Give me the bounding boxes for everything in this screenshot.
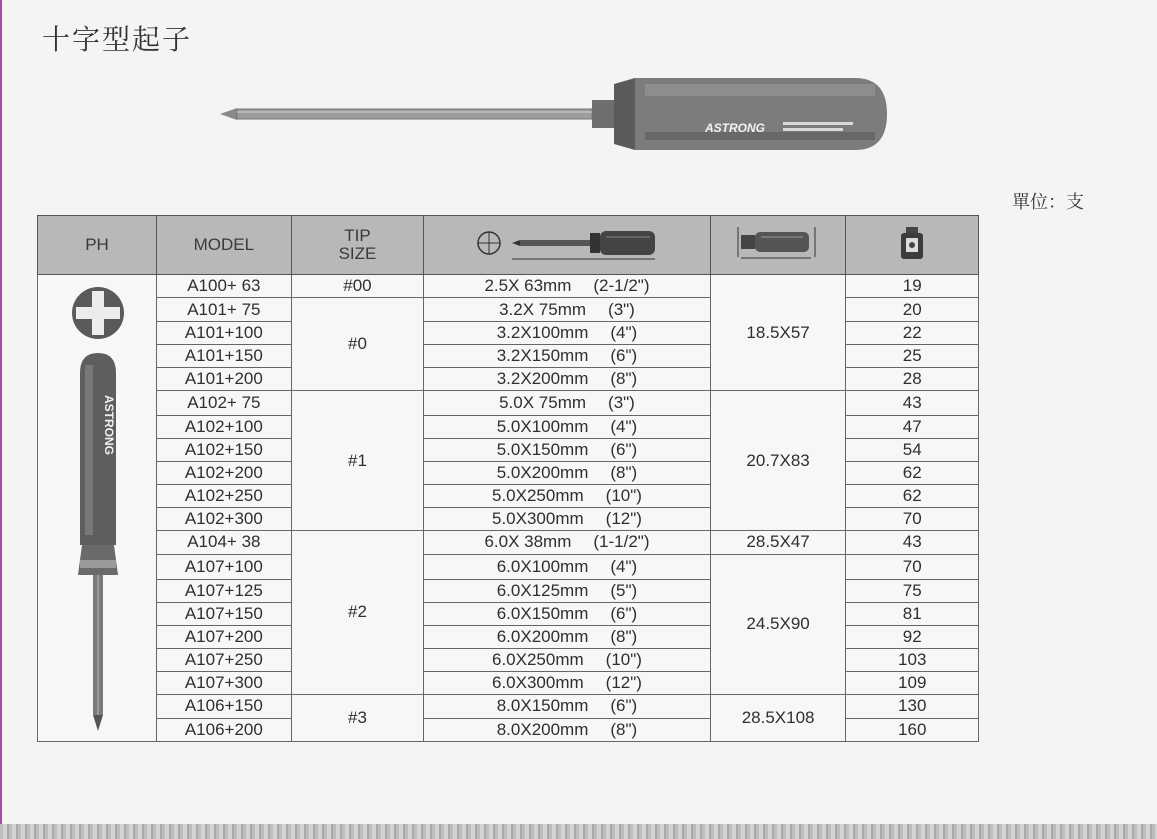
cell-model: A102+250 xyxy=(157,484,292,507)
cell-spec xyxy=(424,368,711,391)
ph-illustration xyxy=(38,275,156,735)
screwdriver-vertical-icon xyxy=(78,353,118,731)
cell-model: A107+200 xyxy=(157,625,292,648)
table-header-row xyxy=(38,216,979,275)
spec-mm: 6.0X250mm xyxy=(491,649,584,669)
cell-qty: 43 xyxy=(846,530,979,554)
spec-inch: (8") xyxy=(610,462,638,482)
cell-qty: 62 xyxy=(846,484,979,507)
cell-model: A102+ 75 xyxy=(157,391,292,415)
cell-tip-size: #3 xyxy=(291,694,424,741)
spec-mm: 5.0X150mm xyxy=(496,439,589,459)
spec-inch: (1-1/2") xyxy=(593,532,650,552)
cell-spec xyxy=(424,484,711,507)
spec-mm: 8.0X200mm xyxy=(496,720,589,739)
spec-inch: (6") xyxy=(610,439,638,459)
col-header-model: MODEL xyxy=(157,216,292,275)
spec-mm: 5.0X100mm xyxy=(496,416,589,436)
tip-header-line2: SIZE xyxy=(338,244,377,263)
cell-qty: 62 xyxy=(846,461,979,484)
cell-qty: 22 xyxy=(846,322,979,345)
spec-inch: (3") xyxy=(608,393,635,413)
cell-model: A107+125 xyxy=(157,579,292,602)
ph-illustration-cell xyxy=(38,275,157,742)
spec-inch: (3") xyxy=(608,299,635,319)
table-row xyxy=(38,694,979,718)
spec-inch: (8") xyxy=(610,720,638,739)
cell-qty: 43 xyxy=(846,391,979,415)
spec-mm: 6.0X100mm xyxy=(496,556,589,576)
cell-spec xyxy=(424,438,711,461)
handle-size-icon xyxy=(733,223,823,263)
cell-qty: 103 xyxy=(846,648,979,671)
cell-model: A102+100 xyxy=(157,415,292,438)
unit-label: 單位：支 xyxy=(1012,192,1084,213)
cell-qty: 20 xyxy=(846,298,979,322)
spec-mm: 6.0X 38mm xyxy=(484,532,572,552)
col-header-ph: PH xyxy=(38,216,157,275)
cell-qty: 28 xyxy=(846,368,979,391)
spec-mm: 5.0X300mm xyxy=(491,508,584,528)
cell-model: A102+200 xyxy=(157,461,292,484)
screwdriver-dimensions-icon xyxy=(472,223,662,263)
spec-inch: (4") xyxy=(610,416,638,436)
table-row xyxy=(38,555,979,579)
cell-qty: 19 xyxy=(846,275,979,298)
cell-qty: 47 xyxy=(846,415,979,438)
cell-spec xyxy=(424,275,711,298)
cell-spec xyxy=(424,671,711,694)
spec-inch: (4") xyxy=(610,323,638,343)
cell-qty: 92 xyxy=(846,625,979,648)
spec-mm: 5.0X250mm xyxy=(491,485,584,505)
cell-qty: 109 xyxy=(846,671,979,694)
cell-qty: 81 xyxy=(846,602,979,625)
spec-inch: (2-1/2") xyxy=(593,276,650,295)
cell-tip-size: #0 xyxy=(291,298,424,391)
package-box-icon xyxy=(897,225,927,261)
spec-table xyxy=(37,215,979,742)
cell-model: A106+200 xyxy=(157,719,292,742)
cell-handle-size: 20.7X83 xyxy=(710,391,846,530)
spec-inch: (8") xyxy=(610,369,638,389)
cell-handle-size: 28.5X47 xyxy=(710,530,846,554)
cell-handle-size: 24.5X90 xyxy=(710,555,846,694)
ph-brand-text: ASTRONG xyxy=(102,395,116,455)
cell-handle-size: 28.5X108 xyxy=(710,694,846,741)
cell-model: A106+150 xyxy=(157,694,292,718)
cell-model: A100+ 63 xyxy=(157,275,292,298)
cell-model: A107+250 xyxy=(157,648,292,671)
cell-tip-size: #00 xyxy=(291,275,424,298)
cell-spec xyxy=(424,719,711,742)
tip-header-line1: TIP xyxy=(344,226,371,245)
cell-qty: 70 xyxy=(846,507,979,530)
cell-handle-size: 18.5X57 xyxy=(710,275,846,391)
cell-qty: 75 xyxy=(846,579,979,602)
cell-qty: 160 xyxy=(846,719,979,742)
spec-inch: (5") xyxy=(610,580,638,600)
spec-mm: 3.2X100mm xyxy=(496,323,589,343)
cell-spec xyxy=(424,648,711,671)
cell-spec xyxy=(424,391,711,415)
cell-spec xyxy=(424,461,711,484)
cell-model: A102+300 xyxy=(157,507,292,530)
page-title: 十字型起子 xyxy=(42,23,193,56)
cell-qty: 70 xyxy=(846,555,979,579)
spec-mm: 3.2X 75mm xyxy=(499,299,587,319)
col-header-dimensions xyxy=(424,216,711,275)
col-header-tip-size xyxy=(291,216,424,275)
cell-spec xyxy=(424,602,711,625)
spec-inch: (8") xyxy=(610,626,638,646)
cell-spec xyxy=(424,579,711,602)
spec-mm: 3.2X200mm xyxy=(496,369,589,389)
spec-mm: 6.0X300mm xyxy=(491,672,584,692)
cell-qty: 54 xyxy=(846,438,979,461)
spec-mm: 2.5X 63mm xyxy=(484,276,572,295)
cell-qty: 130 xyxy=(846,694,979,718)
cell-spec xyxy=(424,345,711,368)
table-row xyxy=(38,391,979,415)
spec-inch: (10") xyxy=(605,485,642,505)
cell-model: A101+ 75 xyxy=(157,298,292,322)
cell-model: A101+200 xyxy=(157,368,292,391)
cell-model: A107+150 xyxy=(157,602,292,625)
table-row xyxy=(38,530,979,554)
spec-mm: 8.0X150mm xyxy=(496,696,589,716)
cell-spec xyxy=(424,694,711,718)
spec-mm: 6.0X150mm xyxy=(496,603,589,623)
cell-spec xyxy=(424,415,711,438)
spec-inch: (6") xyxy=(610,346,638,366)
spec-inch: (10") xyxy=(605,649,642,669)
spec-inch: (12") xyxy=(605,508,642,528)
spec-mm: 5.0X200mm xyxy=(496,462,589,482)
spec-inch: (6") xyxy=(610,696,638,716)
cell-tip-size: #1 xyxy=(291,391,424,530)
spec-inch: (12") xyxy=(605,672,642,692)
cell-spec xyxy=(424,298,711,322)
cell-model: A101+100 xyxy=(157,322,292,345)
spec-mm: 3.2X150mm xyxy=(496,346,589,366)
col-header-package xyxy=(846,216,979,275)
cell-model: A104+ 38 xyxy=(157,530,292,554)
table-row xyxy=(38,275,979,298)
cell-spec xyxy=(424,322,711,345)
phillips-cross-icon xyxy=(72,287,124,339)
cell-qty: 25 xyxy=(846,345,979,368)
col-header-handle xyxy=(710,216,846,275)
cell-model: A107+100 xyxy=(157,555,292,579)
cell-model: A102+150 xyxy=(157,438,292,461)
cell-spec xyxy=(424,530,711,554)
cell-tip-size: #2 xyxy=(291,530,424,694)
scan-edge-strip xyxy=(0,824,1157,839)
page-left-border xyxy=(0,0,2,839)
cell-spec xyxy=(424,507,711,530)
hero-brand-text: ASTRONG xyxy=(705,121,765,135)
spec-mm: 6.0X200mm xyxy=(496,626,589,646)
spec-mm: 5.0X 75mm xyxy=(499,393,587,413)
screwdriver-photo-icon xyxy=(215,70,895,160)
spec-mm: 6.0X125mm xyxy=(496,580,589,600)
spec-inch: (6") xyxy=(610,603,638,623)
spec-inch: (4") xyxy=(610,556,638,576)
cell-model: A101+150 xyxy=(157,345,292,368)
cell-model: A107+300 xyxy=(157,671,292,694)
cell-spec xyxy=(424,555,711,579)
cell-spec xyxy=(424,625,711,648)
